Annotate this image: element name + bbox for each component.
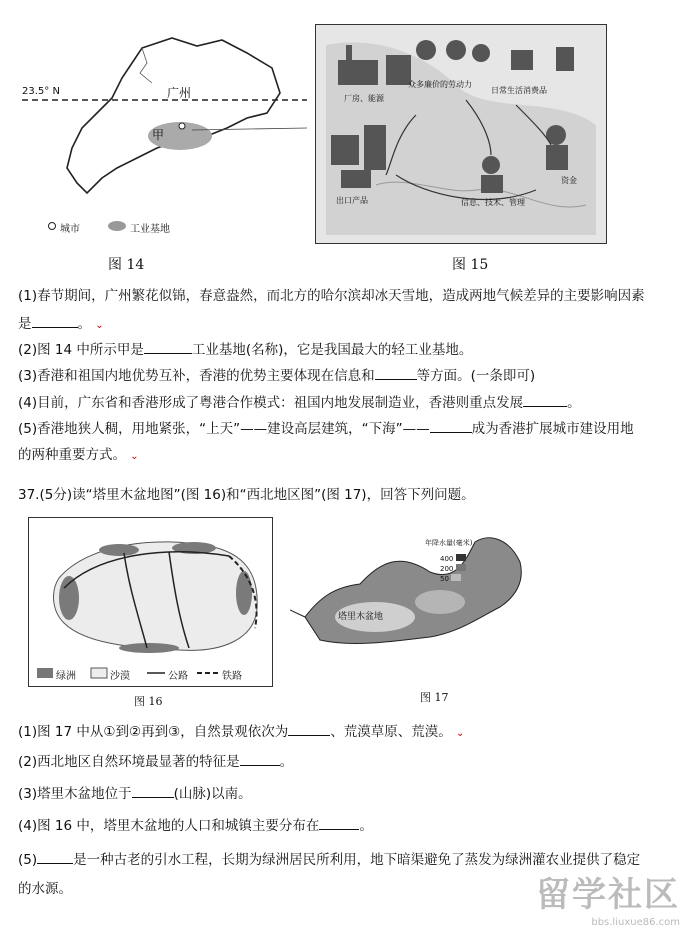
q36-line-3: (3)香港和祖国内地优势互补，香港的优势主要体现在信息和 等方面。(一条即可) (18, 368, 536, 384)
legend-rail-label: 铁路 (222, 671, 242, 682)
legend-oasis-icon (37, 668, 53, 678)
legend-desert-icon (91, 668, 107, 678)
figure-16-caption: 图 16 (134, 695, 163, 708)
figure-16 (28, 517, 273, 687)
q36-line-2: (2)图 14 中所示甲是 工业基地(名称)，它是我国最大的轻工业基地。 (18, 342, 473, 358)
legend-desert-label: 沙漠 (110, 671, 130, 682)
answer-blank[interactable] (523, 393, 567, 407)
watermark-url: bbs.liuxue86.com (591, 917, 680, 928)
figure-15-caption: 图 15 (452, 257, 489, 273)
guangdong-map (22, 18, 312, 248)
q37-line-5b: 的水源。 (18, 881, 72, 897)
watermark-logo: 留学社区 (536, 875, 680, 915)
q37-line-4: (4)图 16 中，塔里木盆地的人口和城镇主要分布在 。 (18, 818, 373, 834)
q37-header: 37.(5分)读“塔里木盆地图”(图 16)和“西北地区图”(图 17)，回答下列问题。 (18, 487, 475, 503)
precip-legend-title: 年降水量(毫米) (425, 539, 473, 547)
q36-line-5b: 的两种重要方式。 ⌄ (18, 447, 139, 463)
label-info: 信息、技术、管理 (461, 198, 525, 207)
q37-line-1: (1)图 17 中从①到②再到③，自然景观依次为 、荒漠草原、荒漠。 ⌄ (18, 724, 465, 740)
label-goods: 日常生活消费品 (491, 86, 547, 95)
q36-line-4: (4)目前，广东省和香港形成了粤港合作模式：祖国内地发展制造业，香港则重点发展 。 (18, 395, 581, 411)
answer-blank[interactable] (288, 722, 330, 736)
label-capital: 资金 (561, 176, 577, 185)
q36-line-1b: 是 。 ⌄ (18, 316, 104, 332)
answer-blank[interactable] (240, 752, 280, 766)
figure-14-caption: 图 14 (108, 257, 145, 273)
q36-line-5: (5)香港地狭人稠，用地紧张，“上天”——建设高层建筑，“下海”—— 成为香港扩展城市建设用地 (18, 421, 634, 437)
q37-line-5: (5) 是一种古老的引水工程，长期为绿洲居民所利用，地下暗渠避免了蒸发为绿洲灌农业提供了稳定 (18, 852, 641, 868)
legend-city-label: 城市 (60, 224, 80, 235)
tarim-basin-label: 塔里木盆地 (338, 612, 384, 622)
figure-14 (22, 18, 312, 248)
legend-base-label: 工业基地 (130, 224, 170, 235)
answer-blank[interactable] (430, 419, 472, 433)
q37-line-2: (2)西北地区自然环境最显著的特征是 。 (18, 754, 294, 770)
legend-road-label: 公路 (168, 671, 188, 682)
figure-15 (315, 24, 607, 244)
label-plant: 厂房、能源 (344, 94, 384, 103)
latitude-label: 23.5° N (22, 86, 60, 97)
legend-oasis-label: 绿洲 (56, 671, 76, 682)
red-squiggle-icon: ⌄ (95, 320, 104, 331)
label-export: 出口产品 (336, 196, 368, 205)
guangzhou-label: 广州 (167, 86, 192, 100)
answer-blank[interactable] (132, 784, 174, 798)
figure-17 (290, 522, 530, 662)
legend-city-icon (49, 223, 56, 230)
precip-legend: 400 200 50 (440, 554, 466, 584)
answer-blank[interactable] (32, 314, 78, 328)
figure-17-caption: 图 17 (420, 691, 449, 704)
answer-blank[interactable] (144, 340, 192, 354)
red-squiggle-icon: ⌄ (130, 451, 139, 462)
answer-blank[interactable] (375, 366, 417, 380)
hk-illustration (316, 25, 606, 243)
answer-blank[interactable] (37, 850, 73, 864)
legend-base-icon (108, 221, 126, 231)
label-labor: 众多廉价的劳动力 (408, 80, 472, 89)
base-jia-label: 甲 (152, 128, 165, 142)
red-squiggle-icon: ⌄ (456, 728, 465, 739)
q37-line-3: (3)塔里木盆地位于 (山脉)以南。 (18, 786, 252, 802)
tarim-basin-map (29, 518, 272, 686)
northwest-map (290, 522, 530, 662)
guangzhou-dot (179, 123, 185, 129)
answer-blank[interactable] (319, 816, 359, 830)
q36-line-1: (1)春节期间，广州繁花似锦，春意盎然，而北方的哈尔滨却冰天雪地，造成两地气候差异的主要影响因素 (18, 288, 645, 304)
